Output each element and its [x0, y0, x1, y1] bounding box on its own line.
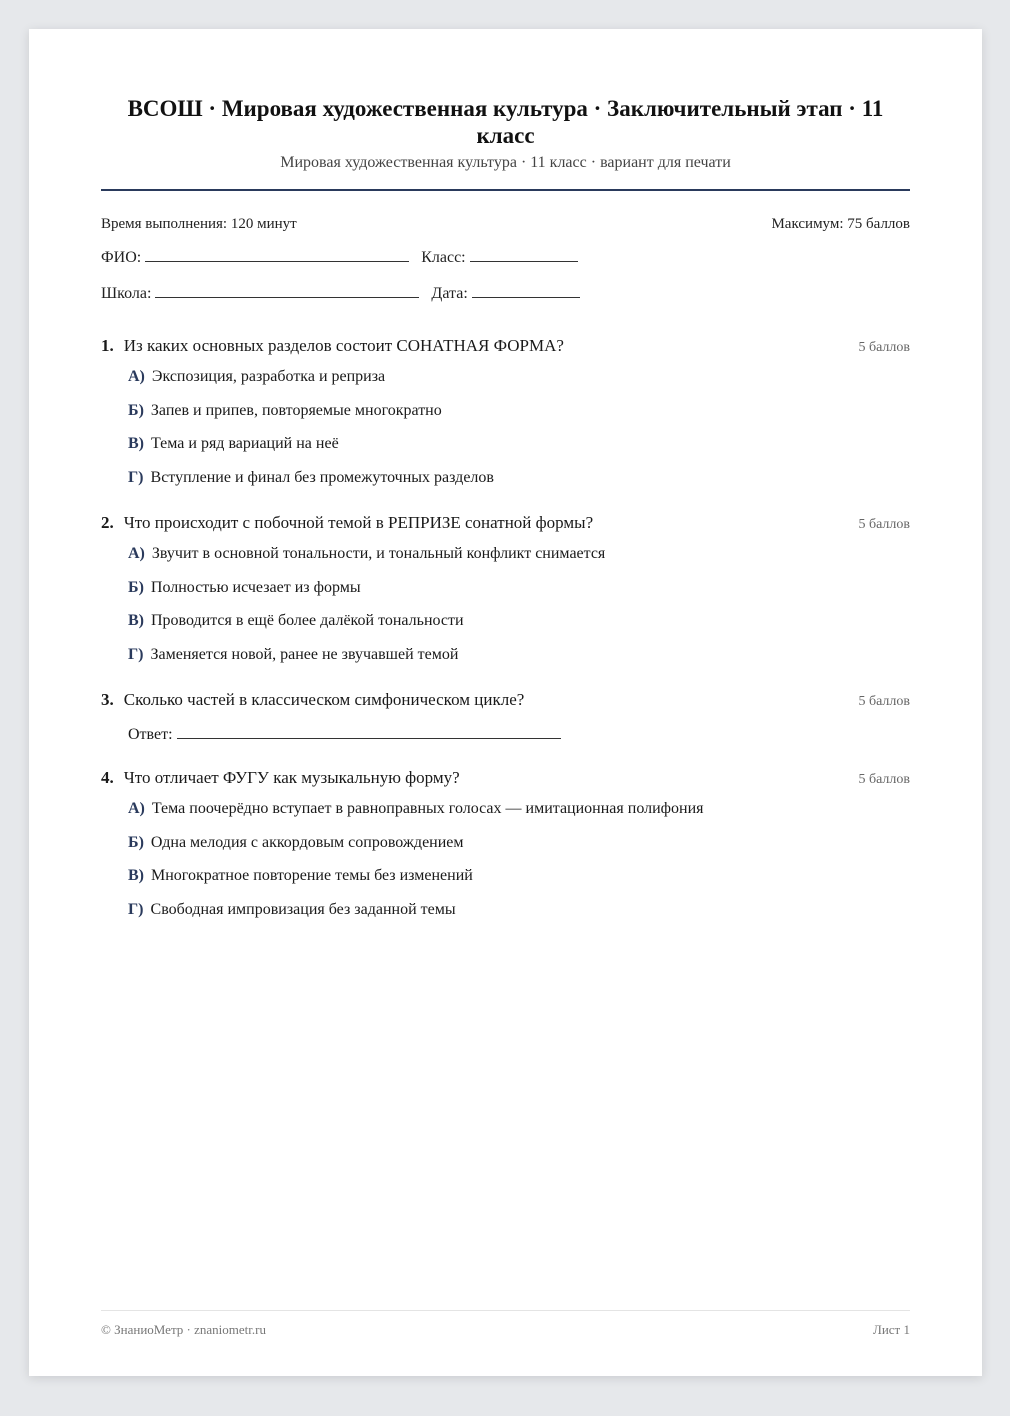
question-text: Что происходит с побочной темой в РЕПРИЗЕ сонатной формы? [123, 513, 594, 532]
option-letter: В) [128, 867, 144, 884]
option-letter: Б) [128, 401, 144, 419]
document-sheet [29, 29, 982, 1376]
option-letter: А) [128, 545, 145, 562]
option-letter: А) [128, 368, 145, 385]
option-letter: Б) [128, 833, 144, 851]
option-v[interactable] [128, 435, 910, 469]
school-date-row [101, 283, 910, 303]
option-a[interactable] [128, 800, 910, 834]
question-3 [101, 690, 910, 744]
option-letter: Б) [128, 578, 144, 596]
class-field[interactable] [470, 247, 578, 262]
option-a[interactable] [128, 368, 910, 402]
question-header [101, 768, 910, 788]
options-list [128, 545, 910, 679]
question-header [101, 690, 910, 710]
question-number: 2. [101, 513, 114, 532]
option-g[interactable] [128, 901, 910, 935]
school-field[interactable] [155, 283, 419, 298]
question-text: Сколько частей в классическом симфоническом цикле? [123, 690, 525, 709]
option-v[interactable] [128, 612, 910, 646]
document-content [101, 29, 910, 934]
option-letter: Г) [128, 645, 144, 663]
option-text: Свободная импровизация без заданной темы [150, 900, 456, 918]
option-letter: А) [128, 800, 145, 817]
class-label: Класс: [421, 249, 466, 266]
option-text: Одна мелодия с аккордовым сопровождением [150, 833, 464, 851]
answer-field[interactable] [177, 724, 561, 739]
options-list [128, 800, 910, 934]
fio-field[interactable] [145, 247, 409, 262]
option-text: Проводится в ещё более далёкой тональности [151, 612, 464, 629]
page-title: ВСОШ · Мировая художественная культура · Заключительный этап · 11 класс [127, 96, 884, 148]
option-letter: В) [128, 612, 144, 629]
option-g[interactable] [128, 469, 910, 503]
option-text: Экспозиция, разработка и реприза [151, 368, 386, 385]
footer-copyright: © ЗнаниоМетр · znaniometr.ru [101, 1322, 266, 1337]
question-number: 1. [101, 336, 114, 355]
question-1 [101, 336, 910, 502]
option-text: Полностью исчезает из формы [150, 578, 361, 596]
question-4 [101, 768, 910, 934]
school-label: Школа: [101, 285, 152, 302]
option-text: Звучит в основной тональности, и тональный конфликт снимается [151, 545, 606, 562]
option-g[interactable] [128, 646, 910, 680]
option-text: Многократное повторение темы без изменений [151, 867, 473, 884]
option-b[interactable] [128, 402, 910, 436]
page-number: Лист 1 [873, 1322, 910, 1337]
question-points: 5 баллов [858, 517, 910, 532]
option-v[interactable] [128, 867, 910, 901]
option-text: Заменяется новой, ранее не звучавшей темой [150, 645, 459, 663]
question-header [101, 513, 910, 533]
time-limit: Время выполнения: 120 минут [101, 216, 297, 232]
option-letter: Г) [128, 900, 144, 918]
question-number: 3. [101, 690, 114, 709]
date-field[interactable] [472, 283, 580, 298]
fio-class-row [101, 247, 910, 267]
question-text: Из каких основных разделов состоит СОНАТНАЯ ФОРМА? [123, 336, 564, 355]
question-2 [101, 513, 910, 679]
option-text: Вступление и финал без промежуточных разделов [150, 468, 494, 486]
option-letter: Г) [128, 468, 144, 486]
question-header [101, 336, 910, 356]
question-number: 4. [101, 768, 114, 787]
option-text: Тема поочерёдно вступает в равноправных голосах — имитационная полифония [151, 800, 704, 817]
option-text: Запев и припев, повторяемые многократно [150, 401, 442, 419]
question-points: 5 баллов [858, 340, 910, 355]
question-text: Что отличает ФУГУ как музыкальную форму? [123, 768, 460, 787]
page-subtitle: Мировая художественная культура · 11 класс · вариант для печати [280, 154, 731, 171]
option-text: Тема и ряд вариаций на неё [151, 435, 339, 452]
option-a[interactable] [128, 545, 910, 579]
options-list [128, 368, 910, 502]
answer-label: Ответ: [128, 726, 173, 743]
option-b[interactable] [128, 834, 910, 868]
option-letter: В) [128, 435, 144, 452]
option-b[interactable] [128, 579, 910, 613]
date-label: Дата: [431, 285, 468, 302]
fio-label: ФИО: [101, 249, 142, 266]
page-footer [101, 1310, 910, 1338]
exam-meta [101, 216, 910, 233]
answer-row [128, 724, 910, 744]
question-points: 5 баллов [858, 694, 910, 709]
question-points: 5 баллов [858, 772, 910, 787]
max-score: Максимум: 75 баллов [771, 216, 910, 232]
header-divider [101, 189, 910, 191]
